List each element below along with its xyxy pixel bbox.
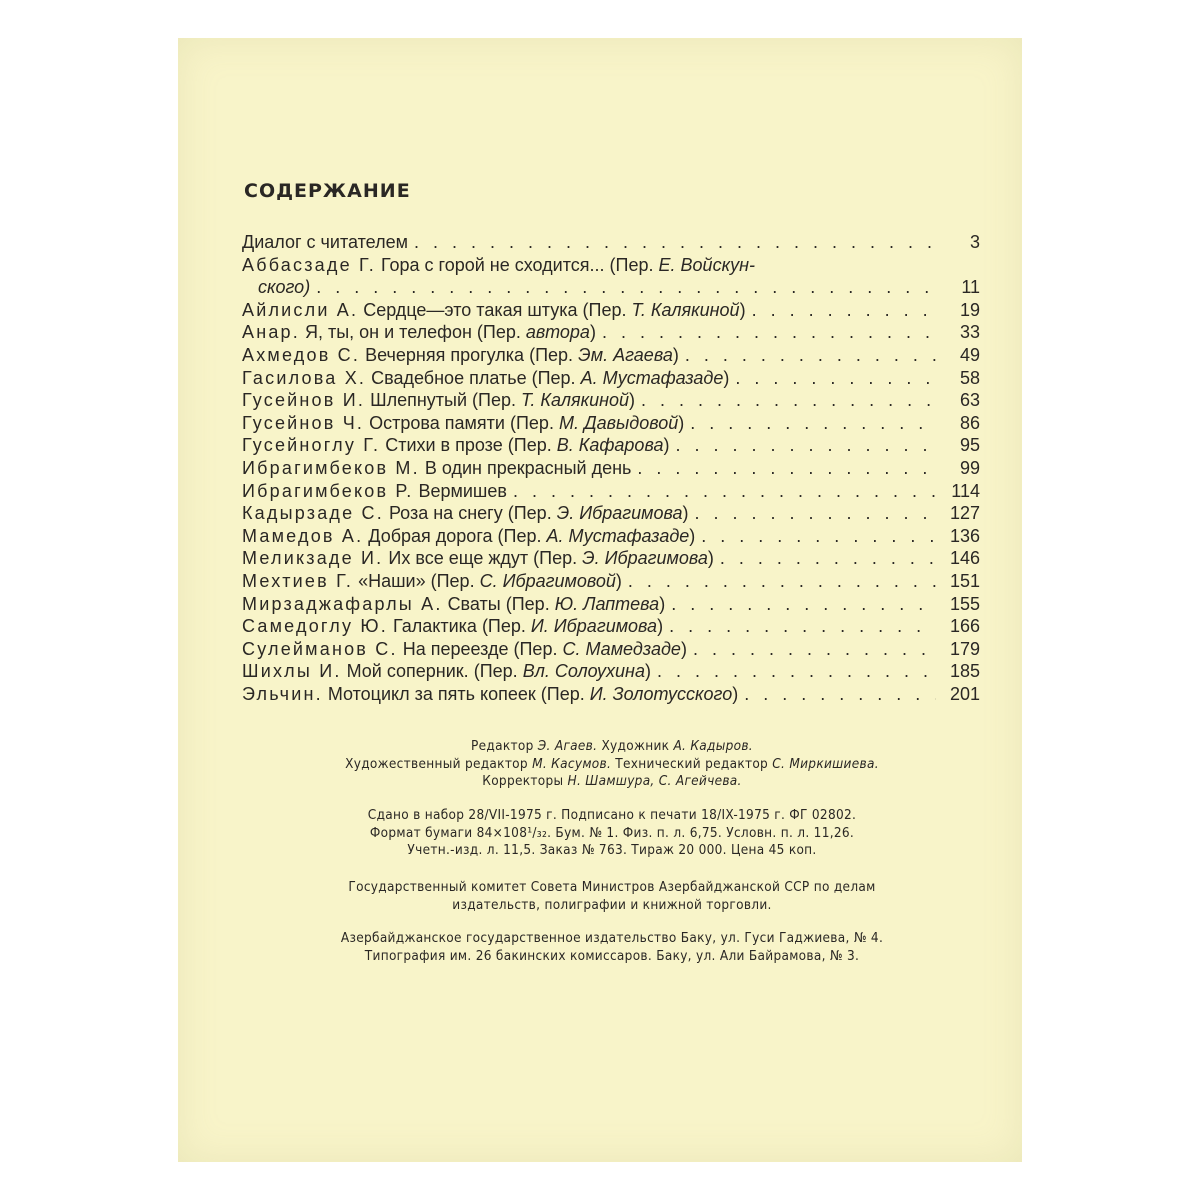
entry-author: Кадырзаде С. — [242, 503, 384, 524]
entry-translator-prefix: (Пер. — [533, 548, 578, 569]
entry-title: На переезде — [402, 638, 509, 659]
entry-page-number: 185 — [949, 661, 980, 682]
entry-translator-prefix: (Пер. — [472, 390, 516, 411]
leader-dots — [679, 344, 936, 367]
entry-page-number: 155 — [949, 593, 980, 614]
toc-entry — [242, 412, 980, 435]
entry-suffix: ) — [723, 367, 730, 388]
entry-suffix: ) — [689, 525, 696, 546]
entry-translator-prefix: (Пер. — [507, 503, 552, 524]
leader-dots — [507, 480, 936, 503]
toc-entry-text — [242, 412, 684, 435]
entry-suffix: ) — [663, 435, 670, 456]
committee-line: издательств, полиграфии и книжной торговли. — [452, 896, 772, 913]
entry-page-number: 136 — [949, 525, 980, 546]
entry-title: Диалог с читателем — [242, 232, 408, 252]
entry-suffix: ) — [615, 570, 622, 591]
entry-suffix: ) — [672, 344, 679, 365]
entry-translator: В. Кафарова — [556, 435, 664, 456]
staff-role: Художественный редактор — [345, 755, 528, 772]
entry-translator: А. Мустафазаде — [580, 367, 724, 388]
entry-translator-prefix: (Пер. — [531, 367, 576, 388]
entry-translator: М. Давыдовой — [558, 412, 679, 433]
entry-page-number: 99 — [959, 457, 980, 478]
leader-dots — [729, 367, 936, 390]
entry-translator: Э. Ибрагимова — [582, 548, 708, 569]
entry-translator-prefix: (Пер. — [481, 616, 526, 637]
leader-dots — [408, 231, 936, 254]
entry-translator: автора — [525, 322, 590, 343]
entry-author: Шихлы И. — [242, 661, 342, 682]
toc-entry — [242, 299, 980, 322]
entry-author: Меликзаде И. — [242, 548, 384, 569]
entry-suffix: ) — [732, 683, 739, 704]
entry-author: Эльчин. — [242, 683, 323, 704]
entry-page-number: 86 — [959, 412, 980, 433]
entry-translator: С. Мамедзаде — [562, 638, 681, 659]
toc-entry — [242, 683, 980, 706]
entry-translator-prefix: (Пер. — [582, 299, 627, 320]
toc-entry-text — [242, 276, 310, 299]
entry-author: Гусейноглу Г. — [242, 435, 381, 456]
toc-entry-text — [242, 434, 669, 457]
entry-author: Самедоглу Ю. — [242, 616, 388, 637]
toc-entry-text — [242, 547, 714, 570]
toc-entry — [242, 660, 980, 683]
entry-author: Гасилова Х. — [242, 367, 367, 388]
leader-dots — [738, 683, 936, 706]
entry-page-number: 19 — [959, 299, 980, 320]
toc-entry-text — [242, 615, 663, 638]
entry-translator-prefix: (Пер. — [507, 435, 552, 456]
entry-suffix: ) — [629, 390, 636, 411]
entry-title: Вечерняя прогулка — [365, 344, 525, 365]
toc-entry — [242, 502, 980, 525]
entry-title: Острова памяти — [369, 412, 505, 433]
leader-dots — [651, 660, 936, 683]
toc-entry — [242, 367, 980, 390]
entry-suffix: ) — [739, 299, 746, 320]
entry-translator: Т. Калякиной — [631, 299, 740, 320]
toc-entry — [242, 525, 980, 548]
entry-page-number: 146 — [949, 548, 980, 569]
staff-name: С. Миркишиева. — [772, 755, 879, 772]
toc-entry-text — [242, 570, 622, 593]
entry-translator: Т. Калякиной — [521, 390, 630, 411]
entry-translator: И. Ибрагимова — [530, 616, 658, 637]
entry-translator: ского) — [258, 277, 311, 298]
toc-entry — [242, 389, 980, 412]
leader-dots — [310, 276, 936, 299]
toc-entry-text — [242, 457, 631, 480]
toc-entry-text — [242, 367, 729, 390]
entry-page-number: 33 — [959, 322, 980, 343]
publisher-line: Типография им. 26 бакинских комиссаров. Баку, ул. Али Байрамова, № 3. — [364, 947, 860, 964]
leader-dots — [687, 638, 936, 661]
print-line: Формат бумаги 84×108¹/₃₂. Бум. № 1. Физ. п. л. 6,75. Условн. п. л. 11,26. — [369, 824, 855, 841]
entry-page-number: 58 — [959, 367, 980, 388]
entry-suffix: ) — [644, 661, 651, 682]
entry-title: Сваты — [447, 593, 501, 614]
entry-translator-prefix: (Пер. — [476, 322, 521, 343]
entry-author: Ибрагимбеков М. — [242, 457, 420, 478]
toc-entry — [242, 231, 980, 254]
entry-title: Сердце—это такая штука — [363, 299, 578, 320]
entry-author: Мамедов А. — [242, 525, 364, 546]
toc-entry-text — [242, 231, 408, 254]
entry-author: Анар. — [242, 322, 300, 343]
print-line: Учетн.-изд. л. 11,5. Заказ № 763. Тираж 20 000. Цена 45 коп. — [407, 842, 817, 858]
toc-entry-text — [242, 525, 695, 548]
entry-author: Гусейнов И. — [242, 390, 366, 411]
staff-line — [242, 738, 982, 756]
entry-title: Мотоцикл за пять копеек — [327, 683, 536, 704]
toc-entry — [242, 480, 980, 503]
entry-page-number: 63 — [959, 390, 980, 411]
leader-dots — [695, 525, 936, 548]
toc-entry — [242, 638, 980, 661]
entry-suffix: ) — [589, 322, 596, 343]
toc-entry — [242, 254, 980, 277]
entry-author: Аббасзаде Г. — [242, 254, 376, 275]
toc-entry — [242, 321, 980, 344]
toc-entry-text — [242, 389, 635, 412]
entry-page-number: 127 — [949, 503, 980, 524]
entry-title: Мой соперник. — [346, 661, 469, 682]
leader-dots — [635, 389, 936, 412]
toc-entry-text — [242, 683, 738, 706]
toc-entry-text — [242, 502, 688, 525]
staff-line — [242, 756, 982, 774]
print-details — [242, 807, 982, 860]
toc-entry — [242, 570, 980, 593]
entry-title: Стихи в прозе — [385, 435, 503, 456]
entry-suffix: ) — [680, 638, 687, 659]
staff-role: Технический редактор — [615, 755, 769, 772]
committee-line: Государственный комитет Совета Министров Азербайджанской ССР по делам — [348, 879, 876, 895]
leader-dots — [596, 321, 936, 344]
entry-suffix: ) — [707, 548, 714, 569]
leader-dots — [622, 570, 936, 593]
committee-info — [242, 879, 982, 914]
entry-translator-prefix: (Пер. — [540, 683, 585, 704]
entry-title: Их все еще ждут — [388, 548, 529, 569]
entry-page-number: 201 — [949, 683, 980, 704]
entry-suffix: ) — [659, 593, 666, 614]
toc-entry-text — [242, 480, 507, 503]
entry-translator-prefix: (Пер. — [497, 525, 542, 546]
entry-translator-prefix: (Пер. — [609, 254, 654, 275]
entry-suffix: ) — [678, 412, 685, 433]
page-title: СОДЕРЖАНИЕ — [244, 180, 411, 202]
toc-entry-text — [242, 299, 746, 322]
entry-suffix: ) — [682, 503, 689, 524]
staff-role: Корректоры — [482, 773, 564, 789]
publisher-line: Азербайджанское государственное издательство Баку, ул. Гуси Гаджиева, № 4. — [340, 930, 884, 946]
entry-translator: Эм. Агаева — [578, 344, 673, 365]
entry-title: Шлепнутый — [370, 390, 468, 411]
book-page — [178, 38, 1022, 1162]
entry-translator: Э. Ибрагимова — [556, 503, 683, 524]
table-of-contents — [242, 231, 980, 705]
publisher-info — [242, 930, 982, 965]
entry-title: «Наши» — [358, 570, 426, 591]
leader-dots — [631, 457, 936, 480]
toc-entry-text — [242, 593, 665, 616]
entry-author: Ахмедов С. — [242, 344, 361, 365]
entry-translator-prefix: (Пер. — [505, 593, 550, 614]
toc-entry — [242, 593, 980, 616]
staff-name: Э. Агаев. — [537, 738, 598, 754]
editorial-staff — [242, 738, 982, 791]
entry-translator-prefix: (Пер. — [509, 412, 554, 433]
toc-entry — [242, 344, 980, 367]
toc-entry-text — [242, 254, 755, 277]
entry-translator: Вл. Солоухина — [522, 661, 645, 682]
staff-role: Художник — [601, 738, 670, 754]
entry-page-number: 179 — [949, 638, 980, 659]
staff-name: М. Касумов. — [532, 755, 612, 772]
entry-page-number: 151 — [949, 570, 980, 591]
entry-page-number: 166 — [949, 616, 980, 637]
leader-dots — [684, 412, 936, 435]
entry-page-number: 11 — [961, 277, 980, 298]
entry-page-number: 3 — [969, 232, 980, 252]
entry-title: Свадебное платье — [371, 367, 527, 388]
entry-author: Мирзаджафарлы А. — [242, 593, 443, 614]
entry-suffix: ) — [657, 616, 664, 637]
entry-title: Я, ты, он и телефон — [304, 322, 472, 343]
entry-author: Айлисли А. — [242, 299, 359, 320]
staff-line — [242, 773, 982, 791]
entry-translator: Е. Войскун- — [658, 254, 755, 275]
entry-page-number: 49 — [959, 344, 980, 365]
entry-title: Добрая дорога — [368, 525, 493, 546]
toc-entry-text — [242, 660, 651, 683]
toc-entry-text — [242, 321, 596, 344]
toc-entry-text — [242, 344, 679, 367]
toc-entry-text — [242, 638, 687, 661]
entry-translator: С. Ибрагимовой — [479, 570, 616, 591]
entry-page-number: 114 — [951, 480, 980, 501]
leader-dots — [663, 615, 936, 638]
leader-dots — [669, 434, 936, 457]
entry-title: Роза на снегу — [388, 503, 503, 524]
entry-title: Гора с горой не сходится... — [380, 254, 605, 275]
print-line: Сдано в набор 28/VII-1975 г. Подписано к печати 18/IX-1975 г. ФГ 02802. — [367, 807, 857, 823]
toc-entry — [242, 547, 980, 570]
toc-entry — [242, 457, 980, 480]
entry-translator-prefix: (Пер. — [529, 344, 574, 365]
entry-author: Гусейнов Ч. — [242, 412, 365, 433]
entry-translator-prefix: (Пер. — [513, 638, 558, 659]
entry-translator: А. Мустафазаде — [546, 525, 690, 546]
entry-page-number: 95 — [959, 435, 980, 456]
leader-dots — [714, 547, 936, 570]
entry-translator-prefix: (Пер. — [430, 570, 475, 591]
staff-role: Редактор — [471, 738, 534, 754]
staff-name: А. Кадыров. — [673, 738, 753, 754]
entry-author: Ибрагимбеков Р. — [242, 480, 414, 501]
leader-dots — [688, 502, 936, 525]
toc-entry — [242, 434, 980, 457]
leader-dots — [746, 299, 936, 322]
leader-dots — [665, 593, 936, 616]
entry-translator: И. Золотусского — [589, 683, 733, 704]
entry-translator: Ю. Лаптева — [554, 593, 660, 614]
entry-author: Сулейманов С. — [242, 638, 398, 659]
toc-entry — [242, 615, 980, 638]
entry-title: Вермишев — [418, 480, 507, 501]
entry-author: Мехтиев Г. — [242, 570, 354, 591]
staff-name: Н. Шамшура, С. Агейчева. — [567, 773, 742, 789]
entry-title: В один прекрасный день — [424, 457, 632, 478]
entry-title: Галактика — [393, 616, 477, 637]
toc-entry — [242, 276, 980, 299]
entry-translator-prefix: (Пер. — [473, 661, 518, 682]
